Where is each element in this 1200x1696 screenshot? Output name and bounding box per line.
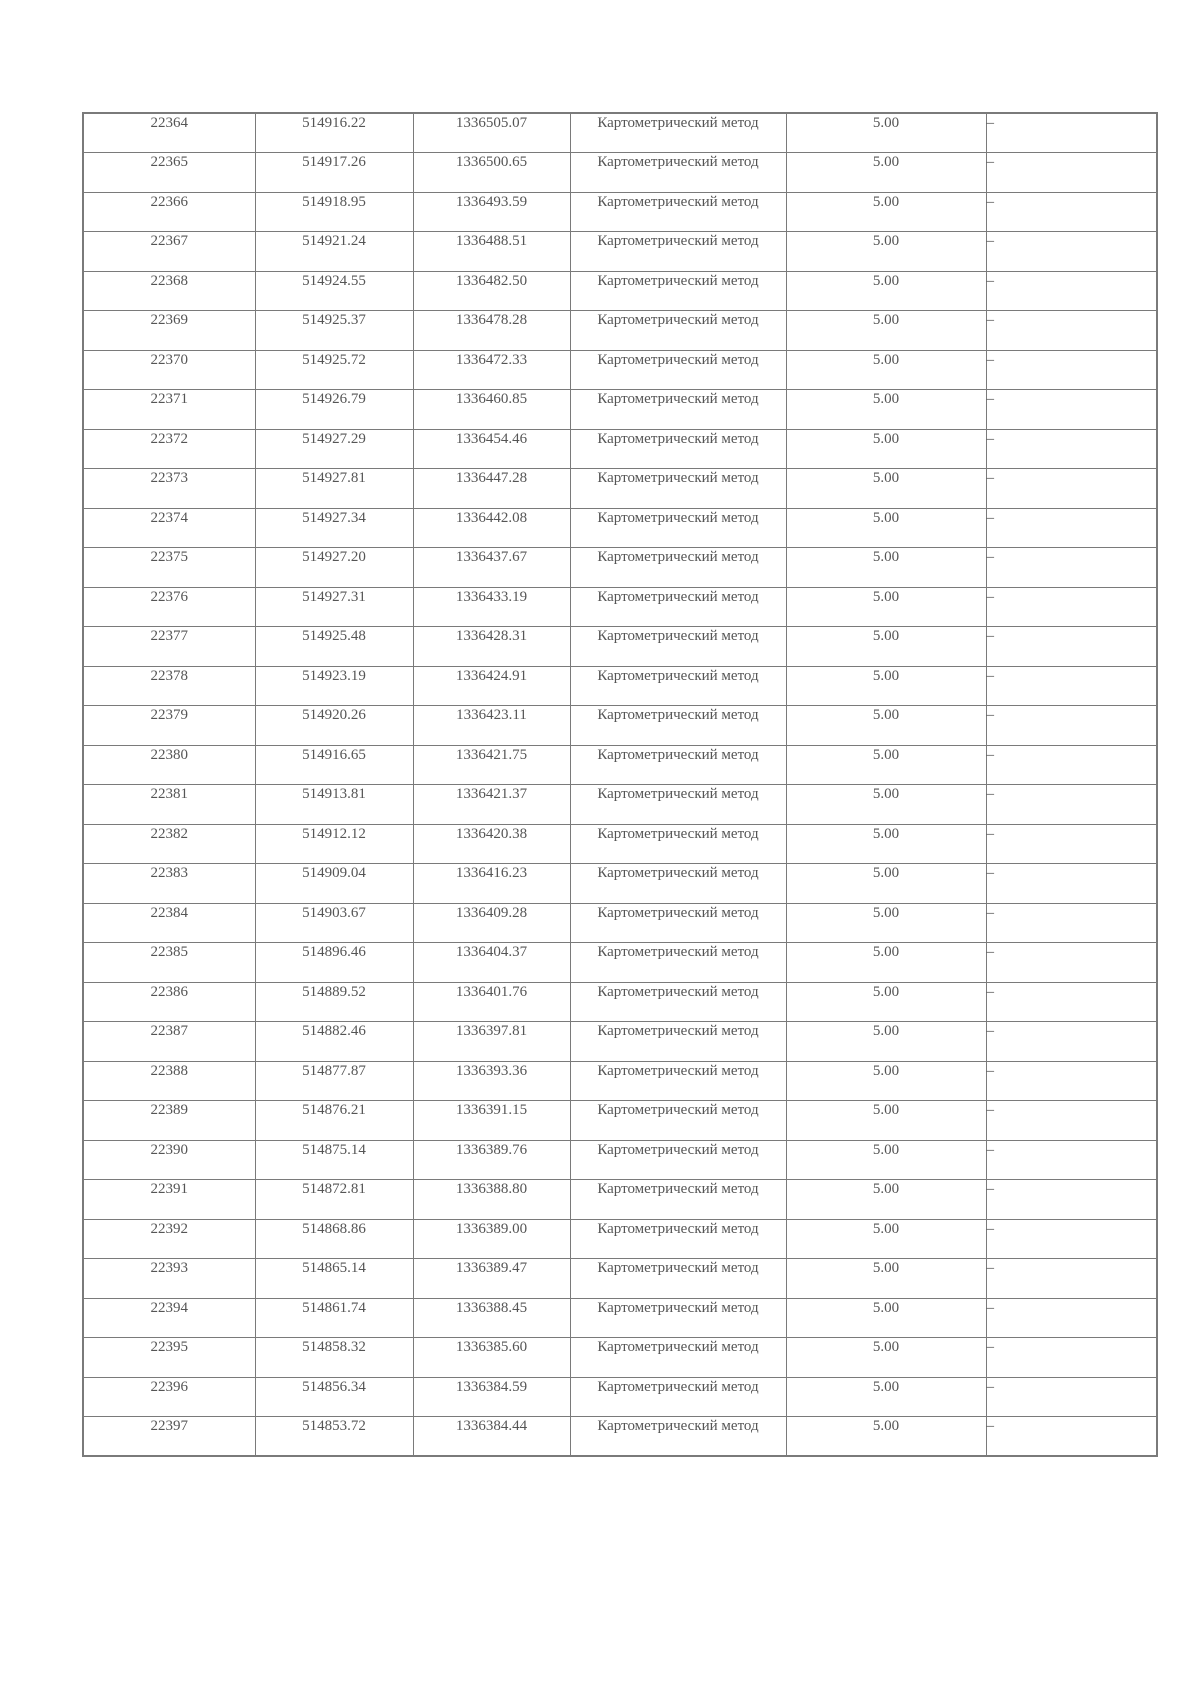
description-cell: – [986,903,1157,943]
point-number-cell: 22384 [83,903,255,943]
point-number-cell: 22394 [83,1298,255,1338]
method-cell: Картометрический метод [570,1140,786,1180]
y-coordinate-cell: 1336478.28 [413,311,570,351]
method-cell: Картометрический метод [570,666,786,706]
y-coordinate-cell: 1336397.81 [413,1022,570,1062]
table-row [83,1180,1157,1220]
x-coordinate-cell: 514877.87 [255,1061,413,1101]
table-row [83,587,1157,627]
y-coordinate-cell: 1336416.23 [413,864,570,904]
tolerance-cell: 5.00 [786,1298,986,1338]
point-number-cell: 22377 [83,627,255,667]
tolerance-cell: 5.00 [786,232,986,272]
x-coordinate-cell: 514925.37 [255,311,413,351]
description-cell: – [986,113,1157,153]
table-row [83,548,1157,588]
table-row [83,1338,1157,1378]
method-cell: Картометрический метод [570,982,786,1022]
point-number-cell: 22385 [83,943,255,983]
tolerance-cell: 5.00 [786,1338,986,1378]
description-cell: – [986,350,1157,390]
x-coordinate-cell: 514918.95 [255,192,413,232]
point-number-cell: 22368 [83,271,255,311]
tolerance-cell: 5.00 [786,1101,986,1141]
x-coordinate-cell: 514927.29 [255,429,413,469]
table-row [83,864,1157,904]
method-cell: Картометрический метод [570,1417,786,1457]
y-coordinate-cell: 1336505.07 [413,113,570,153]
method-cell: Картометрический метод [570,1101,786,1141]
point-number-cell: 22371 [83,390,255,430]
point-number-cell: 22395 [83,1338,255,1378]
table-row [83,271,1157,311]
tolerance-cell: 5.00 [786,113,986,153]
description-cell: – [986,1259,1157,1299]
x-coordinate-cell: 514868.86 [255,1219,413,1259]
table-row [83,745,1157,785]
x-coordinate-cell: 514916.22 [255,113,413,153]
y-coordinate-cell: 1336423.11 [413,706,570,746]
y-coordinate-cell: 1336500.65 [413,153,570,193]
table-row [83,982,1157,1022]
tolerance-cell: 5.00 [786,666,986,706]
x-coordinate-cell: 514853.72 [255,1417,413,1457]
point-number-cell: 22392 [83,1219,255,1259]
point-number-cell: 22393 [83,1259,255,1299]
description-cell: – [986,1140,1157,1180]
table-row [83,627,1157,667]
point-number-cell: 22375 [83,548,255,588]
y-coordinate-cell: 1336404.37 [413,943,570,983]
table-row [83,1022,1157,1062]
tolerance-cell: 5.00 [786,785,986,825]
tolerance-cell: 5.00 [786,587,986,627]
x-coordinate-cell: 514875.14 [255,1140,413,1180]
x-coordinate-cell: 514889.52 [255,982,413,1022]
table-row [83,706,1157,746]
description-cell: – [986,824,1157,864]
description-cell: – [986,1101,1157,1141]
point-number-cell: 22381 [83,785,255,825]
method-cell: Картометрический метод [570,192,786,232]
y-coordinate-cell: 1336421.37 [413,785,570,825]
point-number-cell: 22366 [83,192,255,232]
method-cell: Картометрический метод [570,1338,786,1378]
point-number-cell: 22388 [83,1061,255,1101]
method-cell: Картометрический метод [570,824,786,864]
method-cell: Картометрический метод [570,1180,786,1220]
table-row [83,1219,1157,1259]
method-cell: Картометрический метод [570,548,786,588]
method-cell: Картометрический метод [570,943,786,983]
table-row [83,429,1157,469]
y-coordinate-cell: 1336442.08 [413,508,570,548]
method-cell: Картометрический метод [570,864,786,904]
x-coordinate-cell: 514861.74 [255,1298,413,1338]
table-row [83,508,1157,548]
point-number-cell: 22374 [83,508,255,548]
x-coordinate-cell: 514856.34 [255,1377,413,1417]
x-coordinate-cell: 514913.81 [255,785,413,825]
coordinates-table [82,112,1158,1457]
table-row [83,469,1157,509]
y-coordinate-cell: 1336388.45 [413,1298,570,1338]
table-row [83,1377,1157,1417]
tolerance-cell: 5.00 [786,1259,986,1299]
table-row [83,1061,1157,1101]
tolerance-cell: 5.00 [786,824,986,864]
description-cell: – [986,864,1157,904]
table-row [83,192,1157,232]
x-coordinate-cell: 514927.20 [255,548,413,588]
table-row [83,1101,1157,1141]
method-cell: Картометрический метод [570,785,786,825]
y-coordinate-cell: 1336384.44 [413,1417,570,1457]
y-coordinate-cell: 1336428.31 [413,627,570,667]
description-cell: – [986,271,1157,311]
method-cell: Картометрический метод [570,1298,786,1338]
point-number-cell: 22379 [83,706,255,746]
method-cell: Картометрический метод [570,1061,786,1101]
description-cell: – [986,982,1157,1022]
description-cell: – [986,548,1157,588]
x-coordinate-cell: 514916.65 [255,745,413,785]
y-coordinate-cell: 1336493.59 [413,192,570,232]
tolerance-cell: 5.00 [786,943,986,983]
y-coordinate-cell: 1336460.85 [413,390,570,430]
y-coordinate-cell: 1336384.59 [413,1377,570,1417]
table-row [83,390,1157,430]
tolerance-cell: 5.00 [786,271,986,311]
y-coordinate-cell: 1336389.76 [413,1140,570,1180]
point-number-cell: 22370 [83,350,255,390]
tolerance-cell: 5.00 [786,1417,986,1457]
x-coordinate-cell: 514921.24 [255,232,413,272]
x-coordinate-cell: 514927.34 [255,508,413,548]
x-coordinate-cell: 514927.31 [255,587,413,627]
method-cell: Картометрический метод [570,271,786,311]
description-cell: – [986,153,1157,193]
method-cell: Картометрический метод [570,706,786,746]
y-coordinate-cell: 1336389.00 [413,1219,570,1259]
y-coordinate-cell: 1336401.76 [413,982,570,1022]
table-row [83,1298,1157,1338]
method-cell: Картометрический метод [570,1377,786,1417]
method-cell: Картометрический метод [570,587,786,627]
table-row [83,824,1157,864]
description-cell: – [986,706,1157,746]
coordinates-table-container [82,112,1156,1457]
description-cell: – [986,192,1157,232]
y-coordinate-cell: 1336420.38 [413,824,570,864]
y-coordinate-cell: 1336388.80 [413,1180,570,1220]
x-coordinate-cell: 514858.32 [255,1338,413,1378]
table-row [83,943,1157,983]
method-cell: Картометрический метод [570,1022,786,1062]
tolerance-cell: 5.00 [786,350,986,390]
tolerance-cell: 5.00 [786,982,986,1022]
description-cell: – [986,1180,1157,1220]
tolerance-cell: 5.00 [786,745,986,785]
x-coordinate-cell: 514927.81 [255,469,413,509]
point-number-cell: 22380 [83,745,255,785]
x-coordinate-cell: 514917.26 [255,153,413,193]
description-cell: – [986,469,1157,509]
description-cell: – [986,390,1157,430]
tolerance-cell: 5.00 [786,548,986,588]
table-row [83,666,1157,706]
description-cell: – [986,745,1157,785]
point-number-cell: 22396 [83,1377,255,1417]
tolerance-cell: 5.00 [786,1140,986,1180]
point-number-cell: 22390 [83,1140,255,1180]
coordinates-table-body [83,113,1157,1456]
tolerance-cell: 5.00 [786,311,986,351]
tolerance-cell: 5.00 [786,706,986,746]
y-coordinate-cell: 1336472.33 [413,350,570,390]
table-row [83,311,1157,351]
table-row [83,350,1157,390]
x-coordinate-cell: 514924.55 [255,271,413,311]
y-coordinate-cell: 1336447.28 [413,469,570,509]
method-cell: Картометрический метод [570,113,786,153]
tolerance-cell: 5.00 [786,429,986,469]
description-cell: – [986,1417,1157,1457]
method-cell: Картометрический метод [570,350,786,390]
table-row [83,232,1157,272]
y-coordinate-cell: 1336389.47 [413,1259,570,1299]
point-number-cell: 22397 [83,1417,255,1457]
method-cell: Картометрический метод [570,469,786,509]
method-cell: Картометрический метод [570,508,786,548]
y-coordinate-cell: 1336454.46 [413,429,570,469]
x-coordinate-cell: 514926.79 [255,390,413,430]
description-cell: – [986,1219,1157,1259]
x-coordinate-cell: 514920.26 [255,706,413,746]
point-number-cell: 22364 [83,113,255,153]
tolerance-cell: 5.00 [786,1180,986,1220]
tolerance-cell: 5.00 [786,1022,986,1062]
table-row [83,785,1157,825]
x-coordinate-cell: 514882.46 [255,1022,413,1062]
method-cell: Картометрический метод [570,1219,786,1259]
point-number-cell: 22383 [83,864,255,904]
description-cell: – [986,232,1157,272]
description-cell: – [986,1338,1157,1378]
table-row [83,153,1157,193]
tolerance-cell: 5.00 [786,864,986,904]
method-cell: Картометрический метод [570,903,786,943]
point-number-cell: 22378 [83,666,255,706]
y-coordinate-cell: 1336409.28 [413,903,570,943]
point-number-cell: 22367 [83,232,255,272]
description-cell: – [986,508,1157,548]
point-number-cell: 22376 [83,587,255,627]
point-number-cell: 22391 [83,1180,255,1220]
y-coordinate-cell: 1336385.60 [413,1338,570,1378]
table-row [83,903,1157,943]
tolerance-cell: 5.00 [786,1061,986,1101]
y-coordinate-cell: 1336437.67 [413,548,570,588]
y-coordinate-cell: 1336421.75 [413,745,570,785]
point-number-cell: 22382 [83,824,255,864]
description-cell: – [986,311,1157,351]
description-cell: – [986,587,1157,627]
point-number-cell: 22369 [83,311,255,351]
description-cell: – [986,1377,1157,1417]
description-cell: – [986,429,1157,469]
tolerance-cell: 5.00 [786,903,986,943]
method-cell: Картометрический метод [570,627,786,667]
y-coordinate-cell: 1336391.15 [413,1101,570,1141]
point-number-cell: 22372 [83,429,255,469]
y-coordinate-cell: 1336482.50 [413,271,570,311]
y-coordinate-cell: 1336433.19 [413,587,570,627]
y-coordinate-cell: 1336424.91 [413,666,570,706]
table-row [83,1417,1157,1457]
table-row [83,1140,1157,1180]
x-coordinate-cell: 514896.46 [255,943,413,983]
x-coordinate-cell: 514923.19 [255,666,413,706]
tolerance-cell: 5.00 [786,627,986,667]
description-cell: – [986,1061,1157,1101]
method-cell: Картометрический метод [570,429,786,469]
x-coordinate-cell: 514912.12 [255,824,413,864]
description-cell: – [986,785,1157,825]
tolerance-cell: 5.00 [786,390,986,430]
method-cell: Картометрический метод [570,745,786,785]
description-cell: – [986,1298,1157,1338]
tolerance-cell: 5.00 [786,1219,986,1259]
method-cell: Картометрический метод [570,153,786,193]
method-cell: Картометрический метод [570,232,786,272]
x-coordinate-cell: 514925.72 [255,350,413,390]
description-cell: – [986,943,1157,983]
point-number-cell: 22365 [83,153,255,193]
x-coordinate-cell: 514925.48 [255,627,413,667]
tolerance-cell: 5.00 [786,1377,986,1417]
point-number-cell: 22386 [83,982,255,1022]
method-cell: Картометрический метод [570,1259,786,1299]
point-number-cell: 22373 [83,469,255,509]
method-cell: Картометрический метод [570,311,786,351]
description-cell: – [986,666,1157,706]
tolerance-cell: 5.00 [786,192,986,232]
tolerance-cell: 5.00 [786,508,986,548]
y-coordinate-cell: 1336393.36 [413,1061,570,1101]
tolerance-cell: 5.00 [786,469,986,509]
x-coordinate-cell: 514872.81 [255,1180,413,1220]
x-coordinate-cell: 514865.14 [255,1259,413,1299]
point-number-cell: 22389 [83,1101,255,1141]
description-cell: – [986,1022,1157,1062]
tolerance-cell: 5.00 [786,153,986,193]
x-coordinate-cell: 514909.04 [255,864,413,904]
y-coordinate-cell: 1336488.51 [413,232,570,272]
table-row [83,113,1157,153]
description-cell: – [986,627,1157,667]
table-row [83,1259,1157,1299]
point-number-cell: 22387 [83,1022,255,1062]
x-coordinate-cell: 514903.67 [255,903,413,943]
method-cell: Картометрический метод [570,390,786,430]
x-coordinate-cell: 514876.21 [255,1101,413,1141]
